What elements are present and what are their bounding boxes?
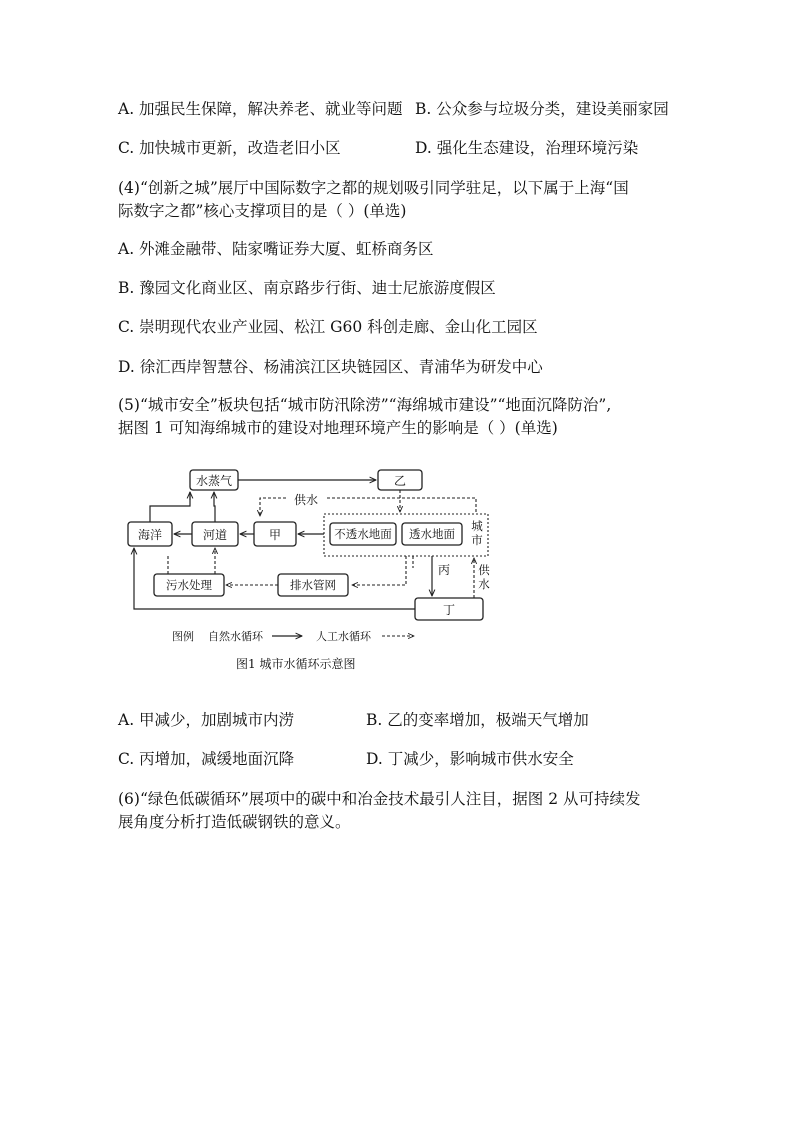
q4-stem-line2: 际数字之都”核心支撑项目的是（ ）(单选) [118,202,407,220]
q6-stem-line1: (6)“绿色低碳循环”展项中的碳中和冶金技术最引人注目，据图 2 从可持续发 [118,790,641,808]
city-label: 城市 [471,519,483,547]
q3-option-b: B. 公众参与垃圾分类，建设美丽家园 [415,100,669,118]
sewage-treatment-label: 污水处理 [166,578,212,592]
ocean-label: 海洋 [137,528,163,542]
q3-option-c: C. 加快城市更新，改造老旧小区 [118,139,341,157]
permeable-surface-label: 透水地面 [409,527,455,541]
q4-option-d: D. 徐汇西岸智慧谷、杨浦滨江区块链园区、青浦华为研发中心 [118,358,543,376]
water-vapor-label: 水蒸气 [195,474,233,488]
q4-option-b: B. 豫园文化商业区、南京路步行街、迪士尼旅游度假区 [118,279,496,297]
q4-option-c: C. 崇明现代农业产业园、松江 G60 科创走廊、金山化工园区 [118,318,538,336]
river-label: 河道 [202,528,228,542]
yi-label: 乙 [393,474,407,488]
ding-label: 丁 [442,603,456,617]
q4-option-a: A. 外滩金融带、陆家嘴证券大厦、虹桥商务区 [118,240,434,258]
supply-to-jia-path [260,498,286,516]
q5-option-a: A. 甲减少，加剧城市内涝 [118,711,295,729]
q5-option-b: B. 乙的变率增加，极端天气增加 [366,711,589,729]
jia-label: 甲 [268,528,282,542]
line-ocean-to-vapor [150,492,190,522]
q4-stem-line1: (4)“创新之城”展厅中国际数字之都的规划吸引同学驻足，以下属于上海“国 [118,179,629,197]
legend-natural-label: 自然水循环 [208,630,263,643]
q5-stem-line1: (5)“城市安全”板块包括“城市防汛除涝”“海绵城市建设”“地面沉降防治”, [118,396,612,414]
q5-option-c: C. 丙增加，减缓地面沉降 [118,750,295,768]
q6-stem-line2: 展角度分析打造低碳钢铁的意义。 [118,813,351,831]
q3-option-a: A. 加强民生保障，解决养老、就业等问题 [118,100,403,118]
q3-option-d: D. 强化生态建设，治理环境污染 [415,139,639,157]
figure-1-water-cycle-diagram [120,460,500,680]
supply-top-label: 供水 [293,493,319,507]
supply-top-path [326,498,476,512]
impervious-surface-label: 不透水地面 [334,527,392,541]
legend-artificial-label: 人工水循环 [316,630,371,643]
bing-label: 丙 [438,563,451,577]
drainage-network-label: 排水管网 [290,578,336,592]
q5-option-d: D. 丁减少，影响城市供水安全 [366,750,574,768]
arrow-river-to-vapor [214,492,215,522]
arrow-impervious-to-drainage [352,556,406,585]
legend-label: 图例 [172,630,194,643]
supply-side-label: 供水 [478,563,490,591]
q5-stem-line2: 据图 1 可知海绵城市的建设对地理环境产生的影响是（ ）(单选) [118,419,558,437]
figure-caption: 图1 城市水循环示意图 [236,657,356,671]
